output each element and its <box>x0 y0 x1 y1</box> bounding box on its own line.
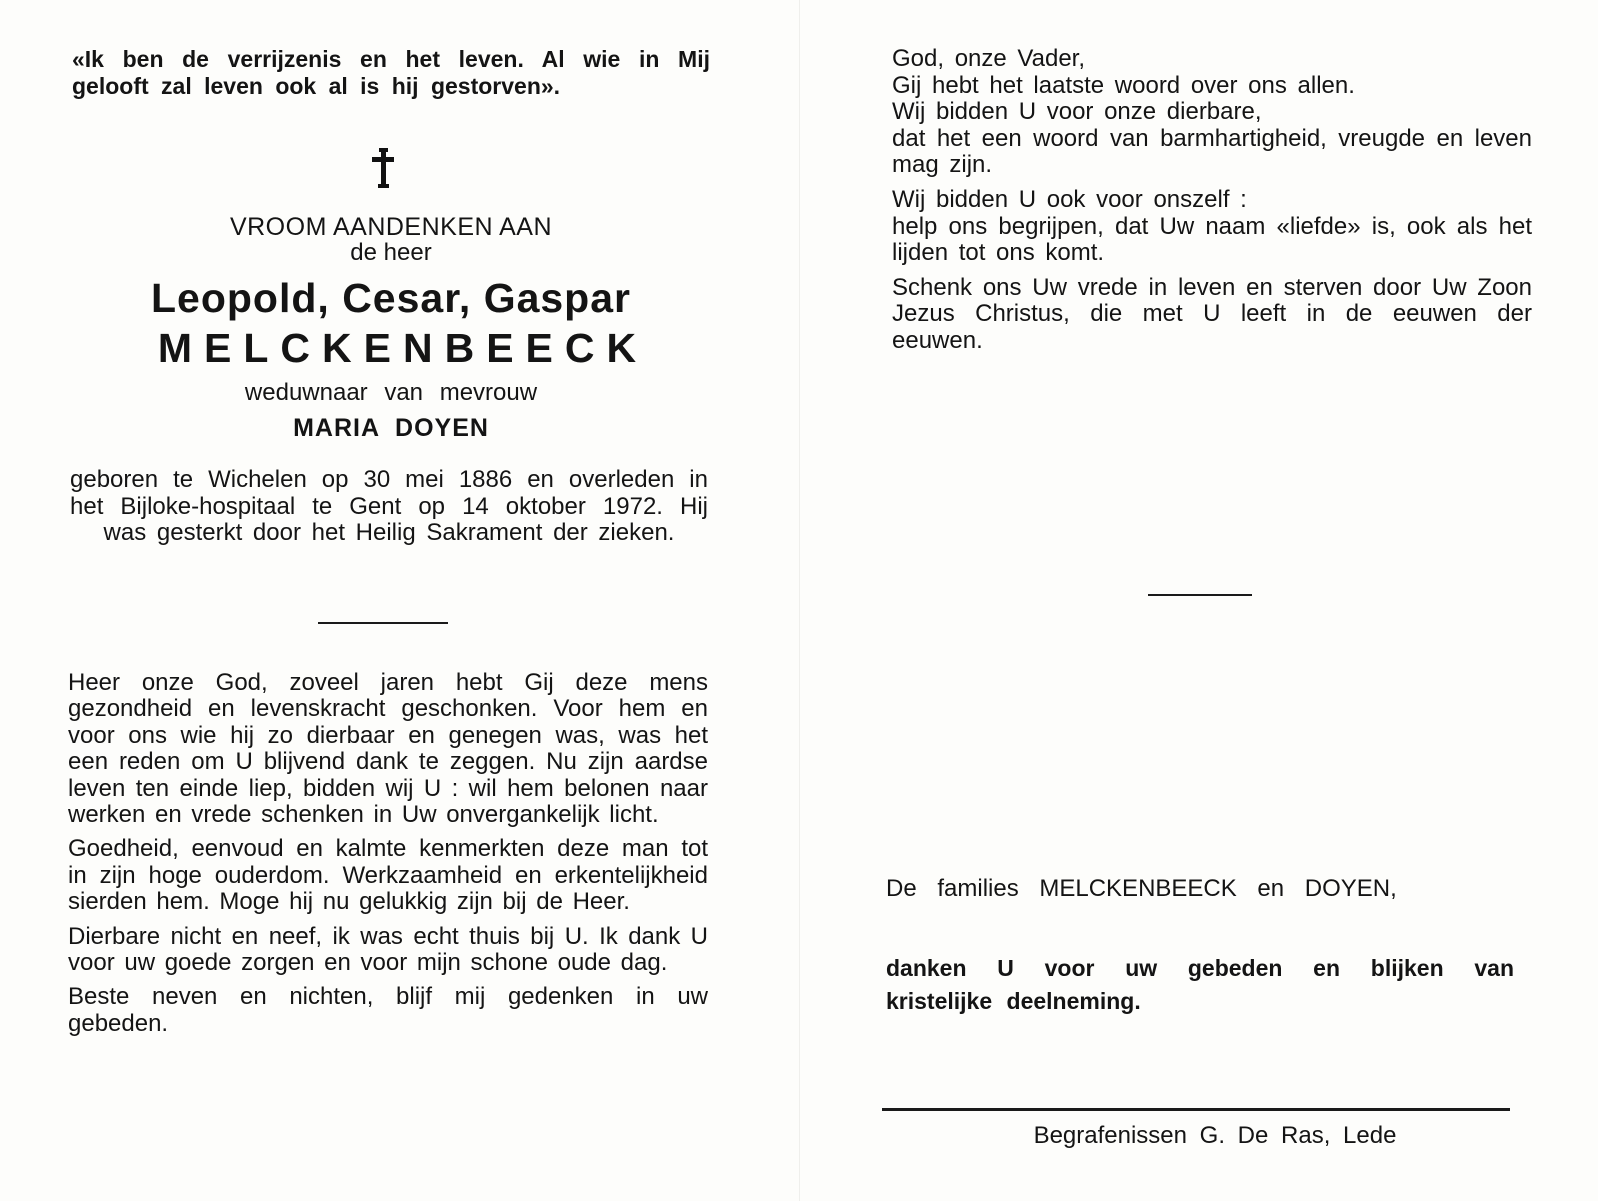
divider-footer <box>882 1108 1510 1111</box>
divider-left <box>318 622 448 624</box>
prayer-block-1 <box>892 46 1532 179</box>
undertaker-credit: Begrafenissen G. De Ras, Lede <box>1033 1122 1397 1149</box>
prayer-paragraph: Goedheid, eenvoud en kalmte kenmerkten deze man tot in zijn hoge ouderdom. Werkzaamheid en erkentelijkheid sierden hem. Moge hij nu gelukkig zijn bij de Heer. <box>68 835 708 916</box>
prayer-paragraph: Heer onze God, zoveel jaren hebt Gij deze mens gezondheid en levenskracht geschonken. Voor hem en voor ons wie hij zo dierbaar en genegen was, was het een reden om U blijvend dank te zeggen. Nu zijn aardse leven ten einde liep, bidden wij U : wil hem belonen naar werken en vrede schenken in Uw onvergankelijk licht. <box>68 669 708 829</box>
families-line: De families MELCKENBEECK en DOYEN, <box>886 875 1397 902</box>
spouse-name: MARIA DOYEN <box>293 414 489 442</box>
deceased-surname: MELCKENBEECK <box>157 325 649 371</box>
widower-line: weduwnaar van mevrouw <box>244 379 538 406</box>
right-panel <box>800 0 1598 1201</box>
prayer-block-2 <box>892 187 1532 267</box>
right-prayer <box>892 46 1532 363</box>
memorial-heading: VROOM AANDENKEN AAN <box>229 213 553 241</box>
prayer-line: Wij bidden U ook voor onszelf : <box>892 185 1247 213</box>
prayer-line: dat het een woord van barmhartigheid, vreugde en leven mag zijn. <box>892 124 1532 179</box>
divider-right <box>1148 594 1252 596</box>
prayer-line: help ons begrijpen, dat Uw naam «liefde» is, ook als het lijden tot ons komt. <box>892 212 1532 267</box>
prayer-paragraph: Beste neven en nichten, blijf mij gedenken in uw gebeden. <box>68 983 708 1037</box>
scripture-quote: «Ik ben de verrijzenis en het leven. Al wie in Mij gelooft zal leven ook al is hij gestorven». <box>72 46 710 99</box>
prayer-line: Wij bidden U voor onze dierbare, <box>892 98 1262 126</box>
cross-icon <box>372 148 394 188</box>
deceased-first-names: Leopold, Cesar, Gaspar <box>151 275 631 321</box>
prayer-paragraph: Dierbare nicht en neef, ik was echt thuis bij U. Ik dank U voor uw goede zorgen en voor mijn schone oude dag. <box>68 922 708 977</box>
prayer-block-3: Schenk ons Uw vrede in leven en sterven door Uw Zoon Jezus Christus, die met U leeft in de eeuwen der eeuwen. <box>892 273 1532 354</box>
biography: geboren te Wichelen op 30 mei 1886 en overleden in het Bijloke-hospitaal te Gent op 14 oktober 1972. Hij was gesterkt door het Heilig Sakrament der zieken. <box>70 466 708 546</box>
left-prayer <box>68 670 708 1045</box>
title-line: de heer <box>350 239 432 266</box>
prayer-line: God, onze Vader, <box>892 45 1086 72</box>
prayer-line: Gij hebt het laatste woord over ons allen. <box>892 71 1355 99</box>
thanks-text: danken U voor uw gebeden en blijken van kristelijke deelneming. <box>886 955 1514 1014</box>
